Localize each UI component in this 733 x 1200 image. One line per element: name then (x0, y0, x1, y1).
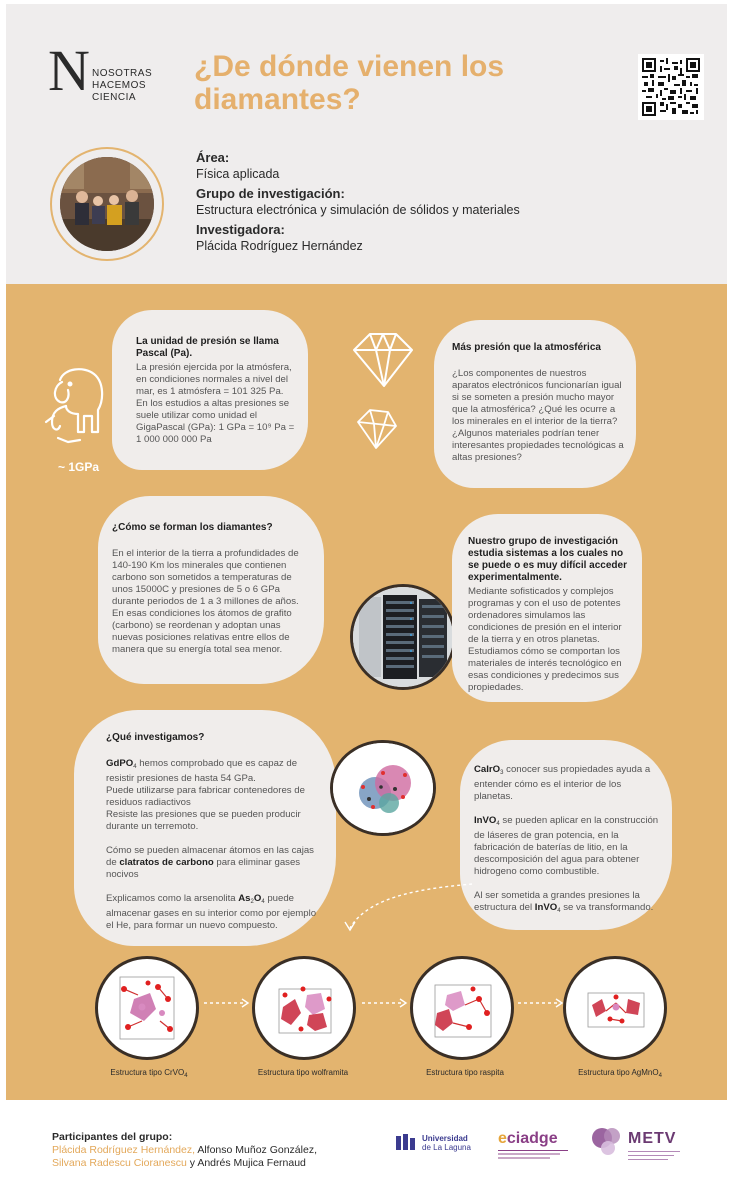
diamond-small-icon (354, 406, 400, 452)
paragraph-text: para eliminar gases nocivos (106, 857, 301, 880)
metv-logo-mark (590, 1124, 626, 1160)
clathrates-term: clatratos de carbono (119, 857, 214, 868)
subscript: 4 (496, 821, 500, 827)
crystal-structure-graphic (566, 959, 664, 1057)
pressure-unit-text: La presión ejercida por la atmósfera, en condiciones normales a nivel del mar, es 1 atmósfera = 101 325 Pa. (136, 362, 292, 397)
structure-caption (74, 1068, 224, 1079)
compound-name: InVO (474, 815, 497, 826)
ciadge-logo (498, 1130, 570, 1160)
paragraph-text: se pueden aplicar en la construcción de láseres de gran potencia, en la fabricación de baterías de litio, en la descomposición del agua para obtener hidrogeno como combustible. (474, 815, 659, 877)
diamond-icon (350, 330, 416, 390)
area-value: Física aplicada (196, 167, 280, 181)
clathrate-molecule-image (330, 740, 436, 836)
dashed-arrow-connector (340, 880, 480, 940)
how-form-block (98, 496, 324, 684)
universidad-la-laguna-logo (396, 1132, 472, 1154)
group-photo-frame (50, 147, 164, 261)
structure-crvo4-image (95, 956, 199, 1060)
subscript: 2 (250, 899, 254, 905)
compound-name: O (253, 893, 262, 904)
more-pressure-text: ¿Los componentes de nuestros aparatos electrónicos funcionarían igual si se someten a presión mucho mayor que la atmosférica? ¿Qué les ocurre a los minerales en el interior de la tierra? ¿Algunos materiales podrían tener interesantes propiedades tecnológicas a altas presiones? (452, 368, 624, 463)
pressure-unit-text-2: En los estudios a altas presiones se suele utilizar como unidad el GigaPascal (GPa): 1 GPa = 10⁹ Pa = 1 000 000 000 Pa (136, 398, 295, 445)
participant-name: y Andrés Mujica Fernaud (186, 1157, 306, 1169)
cairo-block (460, 740, 672, 930)
participant-name: Alfonso Muñoz González, (197, 1144, 317, 1156)
area-label: Área: (196, 150, 230, 165)
nosotras-hacemos-ciencia-logo (48, 38, 168, 108)
structure-caption (228, 1068, 378, 1077)
group-label: Grupo de investigación: (196, 186, 345, 201)
logo-letter: N (48, 38, 90, 103)
subscript: 4 (261, 899, 265, 905)
structure-caption (390, 1068, 540, 1077)
crystal-structure-graphic (255, 959, 353, 1057)
structure-raspita-image (410, 956, 514, 1060)
crystal-structure-graphic (413, 959, 511, 1057)
containers-text: Puede utilizarse para fabricar contenedores de residuos radiactivos (106, 785, 305, 808)
group-photo-graphic (60, 157, 154, 251)
participant-name: Plácida Rodríguez Hernández, (52, 1144, 198, 1156)
invo4-paragraph (474, 815, 660, 878)
paragraph-text: Cómo se pueden almacenar átomos en las cajas de (106, 845, 314, 868)
earthquake-text: Resiste las presiones que se pueden producir durante un terremoto. (106, 809, 301, 832)
participants-title: Participantes del grupo: (52, 1131, 173, 1143)
paragraph-text: hemos comprobado que es capaz de resistir presiones de hasta 54 GPa. (106, 758, 298, 784)
poster-title: ¿De dónde vienen los diamantes? (194, 50, 505, 116)
logo-line: NOSOTRAS (92, 68, 153, 79)
compound-name: GdPO (106, 758, 134, 769)
subscript: 4 (133, 764, 137, 770)
caption-text: Estructura tipo CrVO (110, 1068, 185, 1077)
ull-logo-text (422, 1134, 471, 1152)
our-group-title: Nuestro grupo de investigación estudia sistemas a los cuales no se puede o es muy difícil acceder experimentalmente. (468, 536, 627, 583)
researcher-value: Plácida Rodríguez Hernández (196, 239, 363, 253)
metv-logo (590, 1124, 686, 1164)
more-pressure-title: Más presión que la atmosférica (452, 342, 601, 353)
arrow-right-icon (202, 998, 252, 1008)
subscript: 4 (184, 1073, 188, 1079)
cairo-paragraph (474, 764, 660, 803)
participants-list (52, 1144, 342, 1170)
more-pressure-block (434, 320, 636, 488)
our-group-text: Mediante sofisticados y complejos programas y con el uso de potentes ordenadores simulamos las condiciones de presión en el interior de la tierra y en otros planetas. (468, 586, 622, 645)
logo-text (92, 68, 152, 104)
ull-name-line: de La Laguna (422, 1143, 471, 1152)
what-investigate-title: ¿Qué investigamos? (106, 732, 205, 743)
our-group-block (452, 514, 642, 702)
paragraph-text: se va transformando. (560, 902, 654, 913)
pressure-unit-title: La unidad de presión se llama Pascal (Pa). (136, 336, 279, 359)
group-value: Estructura electrónica y simulación de sólidos y materiales (196, 203, 520, 217)
caption-text: Estructura tipo raspita (426, 1068, 504, 1077)
ull-name-line: Universidad (422, 1134, 468, 1143)
server-photo (350, 584, 456, 690)
arrow-right-icon (516, 998, 566, 1008)
paragraph-text: puede almacenar gases en su interior como por ejemplo el He, para formar un nuevo compuesto. (106, 893, 317, 931)
paragraph-text: conocer sus propiedades ayuda a entender cómo es el interior de los planetas. (474, 764, 651, 802)
our-group-text-2: Estudiamos cómo se comportan los materiales de interés tecnológico en esas condiciones y predecimos sus propiedades. (468, 646, 622, 693)
compound-name: InVO (534, 902, 558, 913)
group-photo (60, 157, 154, 251)
how-form-text-2: En esas condiciones los átomos de grafito (carbono) se reordenan y adoptan unas nuevas posiciones relativas entre ellos de manera que su energía total sea menor. (112, 608, 292, 655)
qr-code[interactable] (638, 54, 704, 120)
compound-name: CaIrO (474, 764, 501, 775)
structure-agmno4-image (563, 956, 667, 1060)
paragraph-text: Explicamos como la arsenolita (106, 893, 239, 904)
arsenolite-paragraph (106, 893, 320, 932)
caption-text: Estructura tipo wolframita (257, 1068, 349, 1077)
researcher-label: Investigadora: (196, 222, 285, 237)
project-info (196, 150, 696, 258)
subscript: 3 (500, 770, 504, 776)
how-form-title: ¿Cómo se forman los diamantes? (112, 522, 273, 533)
how-form-text: En el interior de la tierra a profundidades de 140-190 Km los minerales que contienen carbono son sometidos a temperaturas de unos 15000C y presiones de 5 o 6 GPa durante periodos de 1 a 3 millones de años. (112, 548, 299, 607)
elephant-gpa-label: ~ 1GPa (58, 460, 100, 474)
participant-name: Silvana Radescu Cioranescu (52, 1157, 187, 1169)
server-rack-graphic (353, 587, 453, 687)
transform-paragraph (474, 890, 660, 917)
subscript: 4 (658, 1073, 662, 1079)
ciadge-name: ciadge (506, 1130, 558, 1147)
metv-text: METV (628, 1130, 677, 1147)
structure-wolframita-image (252, 956, 356, 1060)
header (6, 4, 727, 284)
logo-line: HACEMOS (92, 80, 147, 91)
caption-text: Estructura tipo AgMnO (578, 1068, 659, 1077)
logo-line: CIENCIA (92, 92, 137, 103)
gdpo4-paragraph (106, 758, 320, 785)
structure-caption (545, 1068, 695, 1079)
qr-code-graphic (642, 58, 700, 116)
compound-name: As (238, 893, 251, 904)
what-investigate-block (74, 710, 336, 946)
ciadge-text: eciadge (498, 1130, 558, 1147)
clathrates-paragraph (106, 845, 320, 881)
paragraph-text: Al ser sometida a grandes presiones la estructura del (474, 890, 640, 913)
crystal-structure-graphic (98, 959, 196, 1057)
ull-logo-mark (396, 1134, 418, 1152)
pressure-unit-block (112, 310, 308, 470)
molecule-graphic (333, 743, 433, 833)
elephant-icon (40, 360, 110, 450)
subscript: 4 (557, 908, 561, 914)
arrow-right-icon (360, 998, 410, 1008)
